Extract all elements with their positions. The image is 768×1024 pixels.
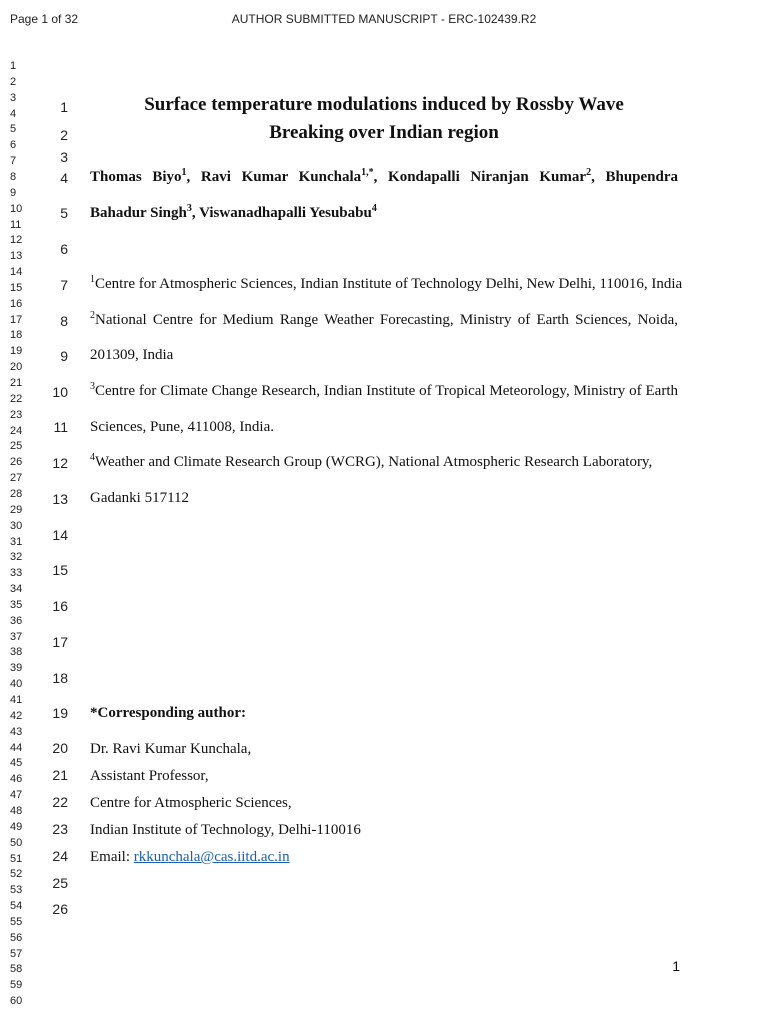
page-number: 1 bbox=[672, 958, 680, 974]
outer-line-number: 44 bbox=[10, 741, 23, 754]
paper-title-line-2: Breaking over Indian region bbox=[269, 122, 499, 143]
outer-line-number: 26 bbox=[10, 456, 23, 469]
affiliation-3-line-2: Sciences, Pune, 411008, India. bbox=[90, 419, 274, 435]
affiliation-mark: 3 bbox=[90, 381, 95, 392]
outer-line-number: 59 bbox=[10, 979, 23, 992]
outer-line-number: 38 bbox=[10, 646, 23, 659]
outer-line-number: 17 bbox=[10, 313, 23, 326]
outer-line-number: 43 bbox=[10, 725, 23, 738]
manuscript-line-number: 25 bbox=[52, 875, 68, 891]
outer-line-number: 25 bbox=[10, 440, 23, 453]
manuscript-line-number: 17 bbox=[52, 634, 68, 650]
affiliation-text: Centre for Climate Change Research, Indian Institute of Tropical Meteorology, Ministry of Earth bbox=[95, 383, 678, 399]
affiliation-3-line-1 bbox=[90, 382, 678, 400]
author-name: Bhupendra bbox=[605, 169, 679, 185]
email-link[interactable]: rkkunchala@cas.iitd.ac.in bbox=[133, 849, 290, 865]
outer-line-number: 35 bbox=[10, 598, 23, 611]
outer-line-number: 52 bbox=[10, 868, 23, 881]
outer-line-number: 15 bbox=[10, 281, 23, 294]
outer-line-number: 27 bbox=[10, 472, 23, 485]
manuscript-line-number: 20 bbox=[52, 740, 68, 756]
outer-line-number: 3 bbox=[10, 91, 17, 104]
affiliation-4-line-1 bbox=[90, 453, 678, 471]
affiliation-text: Weather and Climate Research Group (WCRG), National Atmospheric Research Laboratory, bbox=[95, 454, 653, 470]
manuscript-line-number: 8 bbox=[60, 313, 68, 329]
manuscript-line-number: 12 bbox=[52, 455, 68, 471]
manuscript-line-number: 22 bbox=[52, 794, 68, 810]
outer-line-number: 47 bbox=[10, 789, 23, 802]
email-label: Email: bbox=[90, 849, 134, 865]
outer-line-number: 41 bbox=[10, 694, 23, 706]
outer-line-number: 4 bbox=[10, 107, 17, 120]
outer-line-number: 37 bbox=[10, 630, 23, 643]
manuscript-line-number: 6 bbox=[60, 241, 68, 257]
outer-line-number: 30 bbox=[10, 519, 23, 532]
outer-line-number: 13 bbox=[10, 250, 23, 263]
corresponding-author-department: Centre for Atmospheric Sciences, bbox=[90, 795, 292, 811]
manuscript-line-number: 4 bbox=[60, 170, 68, 186]
outer-line-number: 28 bbox=[10, 487, 23, 500]
outer-line-number: 49 bbox=[10, 820, 23, 833]
outer-line-number: 16 bbox=[10, 297, 23, 310]
manuscript-line-number: 11 bbox=[53, 419, 68, 435]
outer-line-number: 54 bbox=[10, 900, 23, 913]
affiliation-mark: 1 bbox=[90, 274, 95, 285]
outer-line-number: 39 bbox=[10, 662, 23, 675]
manuscript-line-number: 2 bbox=[60, 127, 68, 143]
corresponding-author-name: Dr. Ravi Kumar Kunchala, bbox=[90, 741, 252, 757]
manuscript-line-number: 10 bbox=[52, 384, 68, 400]
corresponding-author-position: Assistant Professor, bbox=[90, 768, 209, 784]
outer-line-number: 31 bbox=[10, 535, 23, 548]
outer-line-number: 22 bbox=[10, 392, 23, 405]
outer-line-number: 1 bbox=[10, 60, 17, 72]
manuscript-line-number: 14 bbox=[52, 527, 68, 543]
outer-line-number: 6 bbox=[10, 139, 17, 152]
outer-line-number: 40 bbox=[10, 678, 23, 691]
outer-line-number: 33 bbox=[10, 567, 23, 580]
corresponding-author-institute: Indian Institute of Technology, Delhi-110016 bbox=[90, 822, 361, 838]
author-name: Bahadur Singh bbox=[90, 205, 187, 221]
outer-line-number: 32 bbox=[10, 551, 23, 564]
manuscript-line-number: 24 bbox=[52, 848, 68, 864]
paper-title-line-1: Surface temperature modulations induced by Rossby Wave bbox=[144, 94, 624, 115]
affiliation-mark: 4 bbox=[90, 452, 95, 463]
outer-line-number: 60 bbox=[10, 995, 23, 1008]
author-affiliation-mark: 2 bbox=[586, 167, 592, 178]
page-count-header: Page 1 of 32 bbox=[10, 12, 79, 26]
manuscript-line-number: 1 bbox=[60, 99, 68, 115]
affiliation-2-line-2: 201309, India bbox=[90, 347, 174, 363]
outer-line-number: 19 bbox=[10, 345, 23, 358]
manuscript-line-number: 5 bbox=[60, 205, 68, 221]
manuscript-line-number: 15 bbox=[52, 562, 68, 578]
author-name: Ravi Kumar Kunchala bbox=[200, 169, 362, 185]
outer-line-number: 48 bbox=[10, 804, 23, 817]
manuscript-line-number: 18 bbox=[52, 670, 68, 686]
outer-line-number: 45 bbox=[10, 757, 23, 770]
outer-line-number: 51 bbox=[10, 852, 23, 865]
outer-line-number: 21 bbox=[10, 377, 23, 389]
outer-line-number: 29 bbox=[10, 503, 23, 516]
author-name: Viswanadhapalli Yesubabu bbox=[199, 205, 372, 221]
manuscript-line-number: 7 bbox=[60, 277, 68, 293]
manuscript-line-number: 16 bbox=[52, 598, 68, 614]
outer-line-number: 58 bbox=[10, 963, 23, 976]
manuscript-line-number: 13 bbox=[52, 491, 68, 507]
outer-line-number: 46 bbox=[10, 773, 23, 786]
outer-line-number: 23 bbox=[10, 408, 23, 421]
outer-line-number: 12 bbox=[10, 234, 23, 247]
manuscript-line-number: 21 bbox=[52, 767, 68, 783]
outer-line-number: 34 bbox=[10, 583, 23, 596]
outer-line-number: 50 bbox=[10, 836, 23, 849]
outer-line-number: 2 bbox=[10, 75, 17, 88]
outer-line-number: 8 bbox=[10, 170, 17, 183]
outer-line-number: 18 bbox=[10, 329, 23, 342]
corresponding-author-email-line bbox=[90, 848, 678, 866]
author-list-line-2: Bahadur Singh$^3$, Viswanadhapalli Yesubabu$^4$ bbox=[90, 203, 377, 221]
affiliation-mark: 2 bbox=[90, 310, 95, 321]
outer-line-number: 57 bbox=[10, 947, 23, 960]
affiliation-2-line-1 bbox=[90, 311, 678, 329]
manuscript-line-number: 3 bbox=[60, 149, 68, 165]
affiliation-4-line-2: Gadanki 517112 bbox=[90, 490, 190, 506]
affiliation-text: National Centre for Medium Range Weather Forecasting, Ministry of Earth Sciences, Noida, bbox=[95, 312, 678, 328]
outer-line-number: 42 bbox=[10, 709, 23, 722]
author-affiliation-mark: 1 bbox=[181, 167, 187, 178]
affiliation-1 bbox=[90, 274, 683, 293]
outer-line-number: 55 bbox=[10, 915, 23, 928]
manuscript-line-number: 19 bbox=[52, 705, 68, 721]
corresponding-author-heading: *Corresponding author: bbox=[90, 705, 246, 721]
outer-line-number: 24 bbox=[10, 424, 23, 437]
affiliation-text: Centre for Atmospheric Sciences, Indian Institute of Technology Delhi, New Delhi, 110016, India bbox=[95, 276, 683, 292]
outer-line-number: 53 bbox=[10, 884, 23, 897]
author-name: Thomas Biyo bbox=[90, 169, 182, 185]
outer-line-number: 11 bbox=[10, 218, 22, 231]
manuscript-line-number: 23 bbox=[52, 821, 68, 837]
outer-line-number: 7 bbox=[10, 155, 17, 168]
outer-line-number: 14 bbox=[10, 266, 23, 279]
manuscript-header: AUTHOR SUBMITTED MANUSCRIPT - ERC-102439.R2 bbox=[231, 12, 537, 26]
author-affiliation-mark: 4 bbox=[371, 203, 377, 214]
manuscript-line-number: 9 bbox=[60, 348, 68, 364]
author-affiliation-mark: 1,* bbox=[361, 167, 374, 178]
author-affiliation-mark: 3 bbox=[186, 203, 192, 214]
outer-line-number: 20 bbox=[10, 361, 23, 374]
outer-line-number: 10 bbox=[10, 202, 23, 215]
author-list-line-1: Thomas Biyo$^1$, Ravi Kumar Kunchala$^{1,*}$, Kondapalli Niranjan Kumar$^2$, Bhupendra bbox=[90, 167, 679, 185]
outer-line-number: 36 bbox=[10, 614, 23, 627]
outer-line-number: 9 bbox=[10, 186, 17, 199]
outer-line-number: 56 bbox=[10, 931, 23, 944]
outer-line-number: 5 bbox=[10, 123, 17, 136]
author-name: Kondapalli Niranjan Kumar bbox=[388, 169, 587, 185]
manuscript-line-number: 26 bbox=[52, 901, 68, 917]
